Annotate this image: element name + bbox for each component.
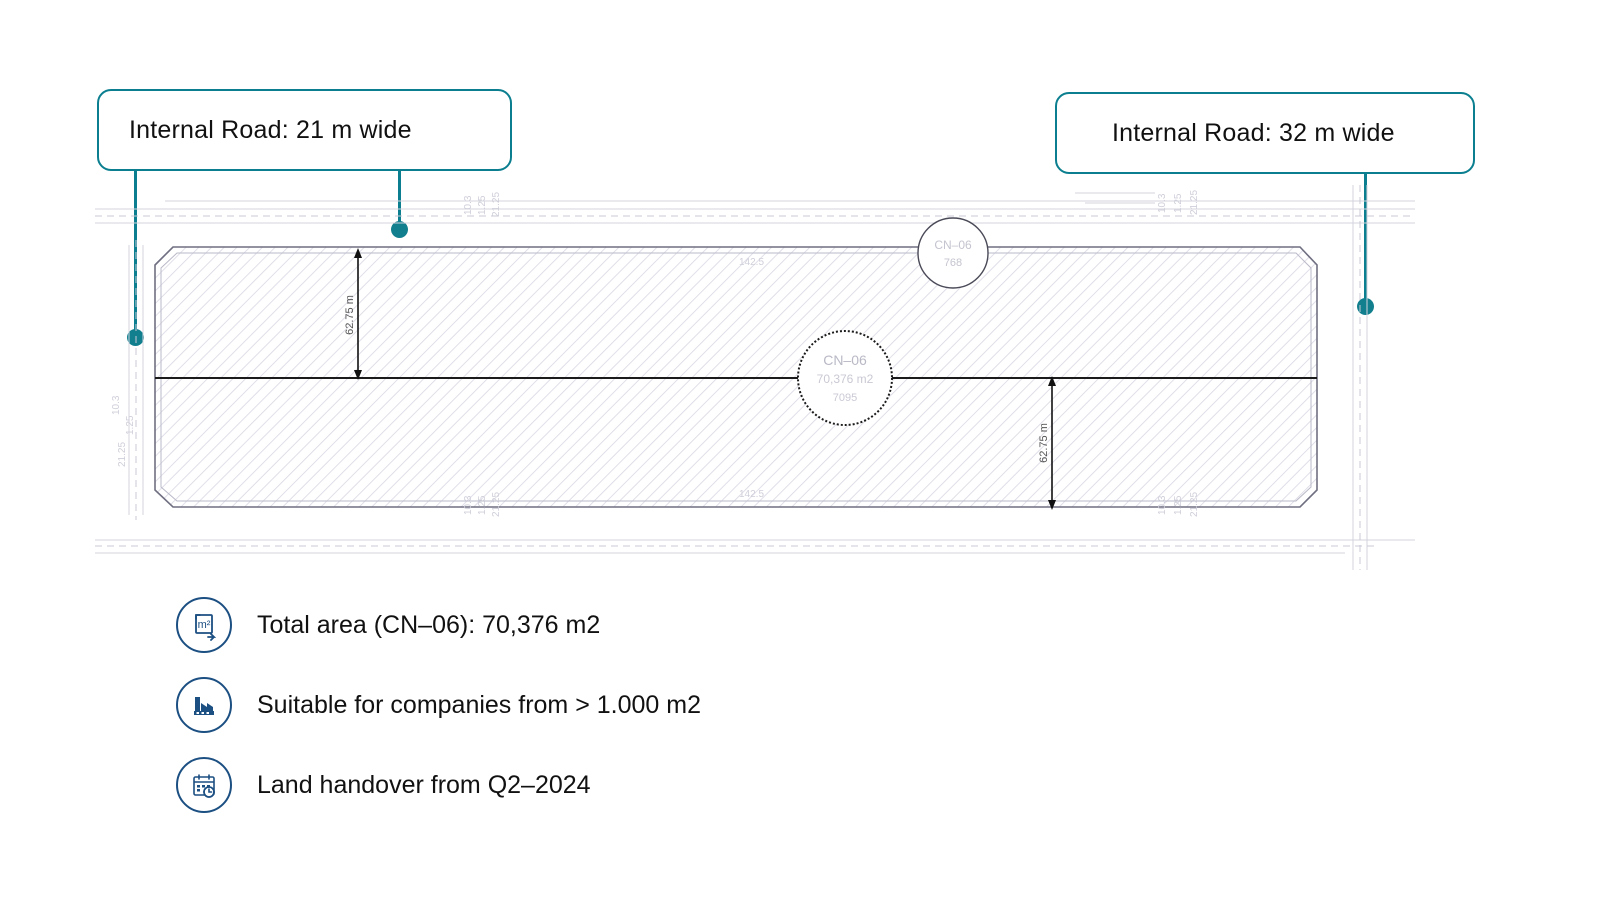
calendar-clock-icon (176, 757, 232, 813)
svg-text:10.3: 10.3 (111, 395, 122, 415)
feature-label-company-size: Suitable for companies from > 1.000 m2 (257, 690, 701, 719)
svg-text:21.25: 21.25 (117, 441, 128, 467)
svg-text:1.25: 1.25 (477, 495, 488, 515)
factory-icon (176, 677, 232, 733)
parcel-circle-main-sub: 7095 (832, 392, 858, 404)
svg-text:10.3: 10.3 (1157, 193, 1168, 213)
svg-text:1.25: 1.25 (1173, 193, 1184, 213)
svg-text:10.3: 10.3 (1157, 495, 1168, 515)
svg-text:10.3: 10.3 (463, 195, 474, 215)
callout-right-label: Internal Road: 32 m wide (1112, 118, 1395, 147)
svg-text:21.25: 21.25 (491, 491, 502, 517)
dimension-right-label: 62.75 m (1038, 423, 1050, 463)
parcel-circle-main-label: CN–06 (823, 352, 867, 368)
callout-internal-road-left (97, 89, 512, 171)
site-plan (95, 185, 1415, 570)
svg-text:1.25: 1.25 (1173, 495, 1184, 515)
callout-left-label: Internal Road: 21 m wide (129, 115, 412, 144)
svg-text:21.25: 21.25 (1189, 491, 1200, 517)
svg-text:21.25: 21.25 (1189, 189, 1200, 215)
svg-text:1.25: 1.25 (125, 415, 136, 435)
dimension-left-label: 62.75 m (344, 295, 356, 335)
svg-text:142.5: 142.5 (739, 489, 765, 500)
parcel-circle-top (918, 218, 988, 288)
feature-list (176, 585, 1076, 825)
svg-text:10.3: 10.3 (463, 495, 474, 515)
svg-text:m²: m² (197, 619, 211, 631)
parcel-circle-top-label: CN–06 (934, 238, 972, 252)
site-plan-drawing (95, 185, 1415, 570)
parcel-circle-main-area: 70,376 m2 (816, 372, 874, 386)
feature-row-total-area (176, 585, 1076, 665)
parcel-circle-top-sub: 768 (943, 257, 963, 269)
parcel-circle-main (798, 331, 892, 425)
svg-text:142.5: 142.5 (739, 257, 765, 268)
feature-row-company-size (176, 665, 1076, 745)
svg-text:1.25: 1.25 (477, 195, 488, 215)
area-m2-icon (176, 597, 232, 653)
callout-internal-road-right (1055, 92, 1475, 174)
feature-label-total-area: Total area (CN–06): 70,376 m2 (257, 610, 601, 639)
svg-text:21.25: 21.25 (491, 191, 502, 217)
feature-row-handover (176, 745, 1076, 825)
feature-label-handover: Land handover from Q2–2024 (257, 770, 591, 799)
